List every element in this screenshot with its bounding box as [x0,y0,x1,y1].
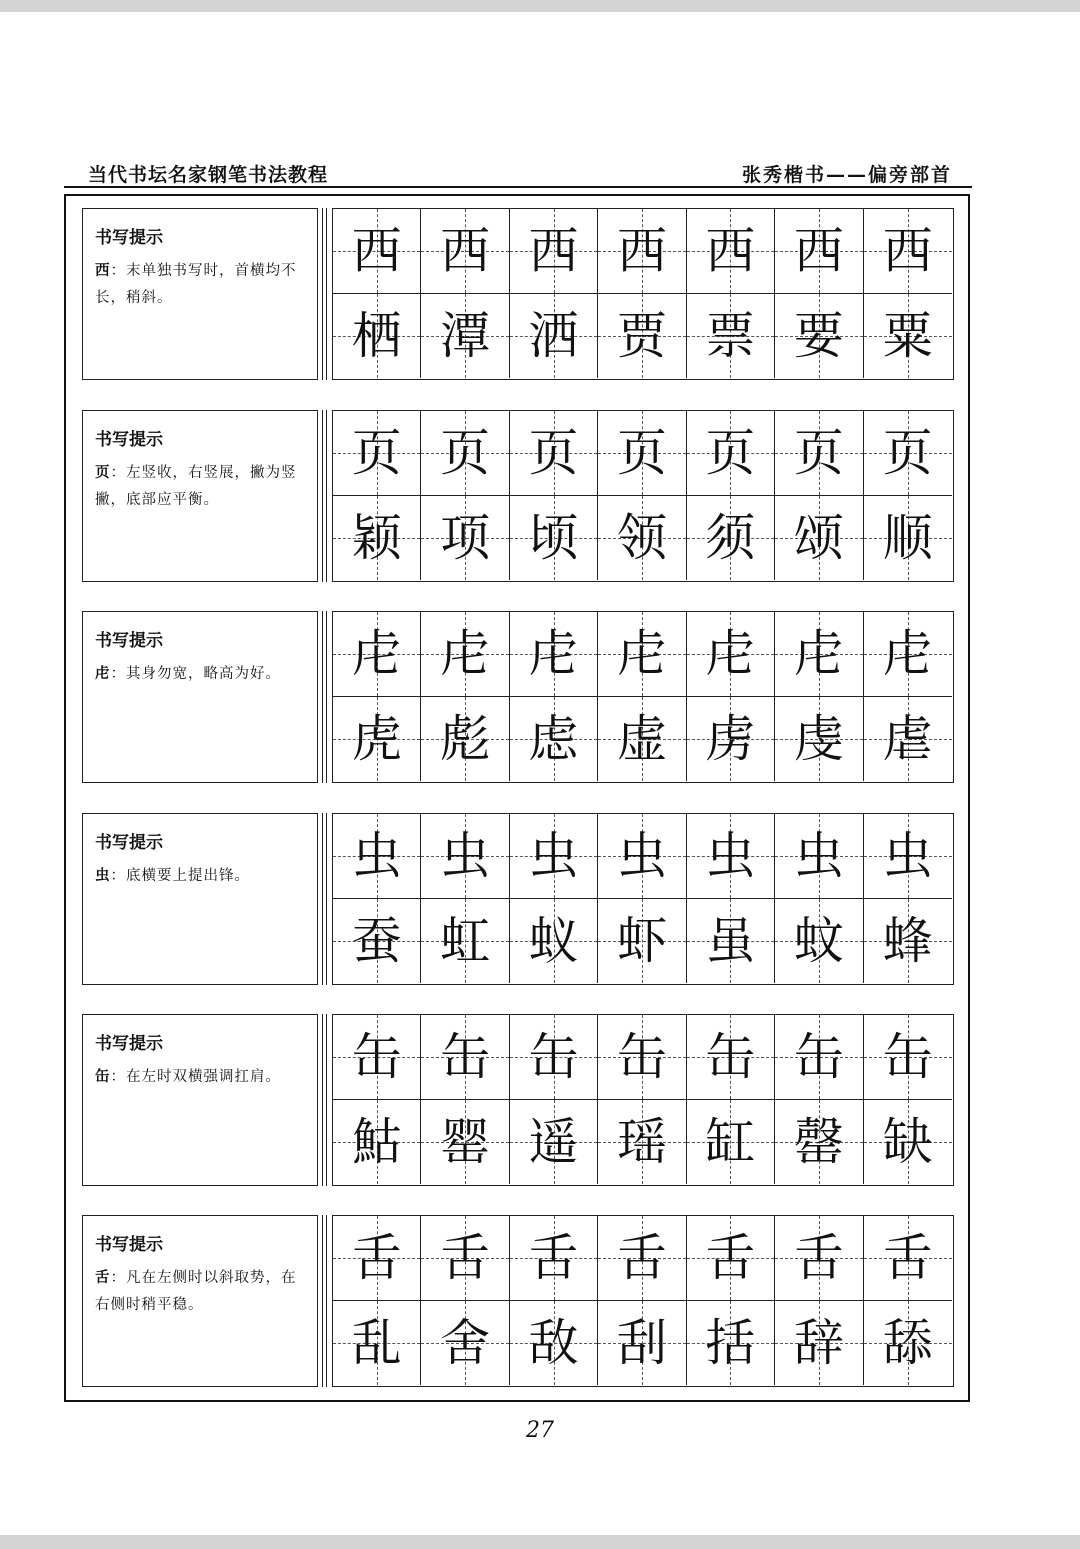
tips-title: 书写提示 [95,833,163,853]
example-character-cell [864,1301,952,1386]
radical-practice-cell [775,1015,863,1100]
radical-practice-cell [864,411,952,496]
example-character: 虽 [705,911,756,970]
divider-line [326,208,327,380]
writing-tips-box [82,1215,318,1387]
radical-character: 虍 [616,624,667,683]
chapter-title: 张秀楷书——偏旁部首 [741,164,952,186]
radical-practice-cell [421,814,509,899]
example-character-cell [510,697,598,782]
divider-line [326,1215,327,1387]
radical-character: 页 [351,423,402,482]
radical-character: 虫 [351,826,402,885]
tips-body [95,1265,307,1319]
example-character-cell [687,1301,775,1386]
radical-practice-cell [864,209,952,294]
tips-text: ：左竖收，右竖展，撇为竖撇，底部应平衡。 [95,465,297,508]
tips-title: 书写提示 [95,1034,163,1054]
divider-line [322,1014,323,1186]
radical-practice-cell [687,1015,775,1100]
radical-practice-cell [864,1015,952,1100]
example-character: 虔 [793,709,844,768]
example-character-cell [687,1100,775,1185]
radical-practice-cell [864,1216,952,1301]
radical-character: 缶 [351,1027,402,1086]
example-character-cell [333,899,421,984]
divider-line [326,611,327,783]
radical-character: 舌 [351,1228,402,1287]
radical-character: 虍 [793,624,844,683]
radical-character: 虍 [440,624,491,683]
example-character-cell [687,697,775,782]
example-character: 虑 [528,709,579,768]
example-character: 蚊 [793,911,844,970]
radical-character: 虍 [882,624,933,683]
example-character: 顺 [882,508,933,567]
tips-title: 书写提示 [95,1235,163,1255]
radical-character: 虍 [705,624,756,683]
example-character-cell [687,294,775,379]
radical-practice-cell [510,814,598,899]
radical-character: 西 [528,221,579,280]
radical-practice-cell [333,209,421,294]
header-rule [64,186,972,188]
practice-grid [332,1014,954,1186]
divider-line [322,611,323,783]
practice-section [82,813,954,985]
example-character-cell [598,294,686,379]
page-number: 27 [526,1418,554,1443]
practice-section [82,410,954,582]
bottom-edge [0,1535,1080,1549]
tips-radical: 缶 [95,1069,111,1085]
example-character-cell [333,294,421,379]
radical-character: 舌 [705,1228,756,1287]
top-edge [0,0,1080,12]
example-character: 彪 [440,709,491,768]
practice-grid [332,208,954,380]
radical-practice-cell [510,209,598,294]
example-character-cell [421,294,509,379]
example-character-cell [864,1100,952,1185]
writing-tips-box [82,208,318,380]
radical-character: 西 [705,221,756,280]
radical-character: 西 [616,221,667,280]
tips-radical: 虫 [95,868,111,884]
radical-character: 缶 [528,1027,579,1086]
example-character-cell [598,899,686,984]
radical-character: 舌 [793,1228,844,1287]
radical-character: 舌 [440,1228,491,1287]
example-character: 瑶 [616,1112,667,1171]
writing-tips-box [82,1014,318,1186]
example-character: 须 [705,508,756,567]
radical-character: 虫 [705,826,756,885]
radical-practice-cell [333,1015,421,1100]
example-character-cell [333,1301,421,1386]
tips-title: 书写提示 [95,228,163,248]
tips-text: ：其身勿宽，略高为好。 [110,666,281,682]
example-character: 颂 [793,508,844,567]
radical-character: 页 [616,423,667,482]
radical-practice-cell [775,1216,863,1301]
tips-title: 书写提示 [95,631,163,651]
example-character-cell [775,899,863,984]
example-character: 罄 [793,1112,844,1171]
example-character-cell [598,697,686,782]
radical-practice-cell [775,209,863,294]
radical-practice-cell [510,411,598,496]
example-character: 虐 [882,709,933,768]
radical-character: 西 [351,221,402,280]
example-character: 要 [793,306,844,365]
radical-practice-cell [421,1015,509,1100]
example-character: 舍 [440,1313,491,1372]
example-character-cell [421,496,509,581]
example-character-cell [510,294,598,379]
example-character: 敌 [528,1313,579,1372]
radical-practice-cell [775,814,863,899]
radical-character: 缶 [616,1027,667,1086]
example-character: 虎 [351,709,402,768]
tips-radical: 页 [95,465,111,481]
radical-practice-cell [333,814,421,899]
example-character-cell [775,294,863,379]
example-character-cell [510,899,598,984]
radical-character: 虍 [351,624,402,683]
radical-character: 舌 [616,1228,667,1287]
tips-radical: 西 [95,263,111,279]
radical-practice-cell [333,1216,421,1301]
example-character: 刮 [616,1313,667,1372]
writing-tips-box [82,813,318,985]
example-character-cell [864,899,952,984]
radical-character: 页 [882,423,933,482]
example-character: 括 [705,1313,756,1372]
radical-practice-cell [510,1216,598,1301]
radical-character: 西 [882,221,933,280]
practice-grid [332,1215,954,1387]
divider-line [322,410,323,582]
tips-text: ：在左时双横强调扛肩。 [110,1069,281,1085]
example-character: 潭 [440,306,491,365]
example-character-cell [864,294,952,379]
writing-tips-box [82,410,318,582]
tips-title: 书写提示 [95,430,163,450]
radical-practice-cell [775,411,863,496]
writing-tips-box [82,611,318,783]
practice-section [82,208,954,380]
example-character: 虚 [616,709,667,768]
radical-practice-cell [598,1015,686,1100]
example-character: 鮕 [351,1112,402,1171]
tips-body [95,1064,307,1091]
radical-character: 虫 [528,826,579,885]
divider-line [326,410,327,582]
radical-practice-cell [687,1216,775,1301]
radical-practice-cell [421,411,509,496]
practice-section [82,611,954,783]
example-character: 洒 [528,306,579,365]
radical-practice-cell [687,814,775,899]
tips-text: ：末单独书写时，首横均不长，稍斜。 [95,263,297,306]
tips-body [95,661,307,688]
radical-character: 页 [440,423,491,482]
book-series-title: 当代书坛名家钢笔书法教程 [88,164,329,186]
radical-character: 页 [528,423,579,482]
example-character-cell [510,496,598,581]
practice-grid [332,611,954,783]
radical-practice-cell [775,612,863,697]
example-character-cell [598,1301,686,1386]
example-character-cell [598,496,686,581]
radical-practice-cell [421,1216,509,1301]
example-character-cell [421,1301,509,1386]
example-character: 缸 [705,1112,756,1171]
radical-character: 虍 [528,624,579,683]
radical-character: 页 [705,423,756,482]
example-character: 遥 [528,1112,579,1171]
practice-section [82,1215,954,1387]
radical-practice-cell [421,612,509,697]
practice-grid [332,813,954,985]
example-character: 颖 [351,508,402,567]
example-character-cell [775,1100,863,1185]
tips-radical: 舌 [95,1270,111,1286]
example-character: 乱 [351,1313,402,1372]
example-character-cell [421,697,509,782]
radical-character: 页 [793,423,844,482]
example-character: 顷 [528,508,579,567]
example-character: 虏 [705,709,756,768]
radical-practice-cell [598,209,686,294]
example-character-cell [510,1100,598,1185]
example-character-cell [775,697,863,782]
divider-line [322,813,323,985]
radical-practice-cell [510,612,598,697]
example-character: 缺 [882,1112,933,1171]
radical-practice-cell [510,1015,598,1100]
radical-character: 虫 [882,826,933,885]
divider-line [322,1215,323,1387]
example-character: 蜂 [882,911,933,970]
example-character-cell [775,1301,863,1386]
radical-practice-cell [598,814,686,899]
divider-line [326,1014,327,1186]
radical-character: 舌 [882,1228,933,1287]
example-character-cell [333,496,421,581]
radical-practice-cell [864,612,952,697]
example-character-cell [864,697,952,782]
example-character-cell [333,1100,421,1185]
tips-body [95,460,307,514]
radical-character: 西 [440,221,491,280]
example-character: 蚁 [528,911,579,970]
example-character: 票 [705,306,756,365]
radical-practice-cell [687,411,775,496]
radical-practice-cell [333,411,421,496]
tips-body [95,863,307,890]
radical-character: 虫 [616,826,667,885]
tips-text: ：凡在左侧时以斜取势，在右侧时稍平稳。 [95,1270,297,1313]
example-character-cell [510,1301,598,1386]
example-character-cell [687,899,775,984]
example-character: 辞 [793,1313,844,1372]
radical-practice-cell [687,612,775,697]
radical-character: 舌 [528,1228,579,1287]
tips-body [95,258,307,312]
radical-practice-cell [687,209,775,294]
radical-practice-cell [333,612,421,697]
example-character: 蚕 [351,911,402,970]
example-character: 虹 [440,911,491,970]
radical-character: 缶 [705,1027,756,1086]
example-character: 项 [440,508,491,567]
example-character-cell [421,1100,509,1185]
radical-character: 西 [793,221,844,280]
divider-line [326,813,327,985]
radical-character: 虫 [440,826,491,885]
radical-practice-cell [864,814,952,899]
example-character: 粟 [882,306,933,365]
radical-practice-cell [598,411,686,496]
example-character-cell [775,496,863,581]
example-character: 栖 [351,306,402,365]
example-character-cell [421,899,509,984]
example-character: 罂 [440,1112,491,1171]
example-character-cell [864,496,952,581]
radical-practice-cell [598,1216,686,1301]
example-character: 舔 [882,1313,933,1372]
radical-character: 缶 [882,1027,933,1086]
example-character-cell [598,1100,686,1185]
tips-radical: 虍 [95,666,111,682]
radical-practice-cell [421,209,509,294]
example-character: 领 [616,508,667,567]
practice-section [82,1014,954,1186]
radical-character: 虫 [793,826,844,885]
example-character: 贾 [616,306,667,365]
radical-practice-cell [598,612,686,697]
radical-character: 缶 [440,1027,491,1086]
divider-line [322,208,323,380]
example-character-cell [687,496,775,581]
example-character: 虾 [616,911,667,970]
practice-grid [332,410,954,582]
tips-text: ：底横要上提出锋。 [110,868,250,884]
example-character-cell [333,697,421,782]
radical-character: 缶 [793,1027,844,1086]
